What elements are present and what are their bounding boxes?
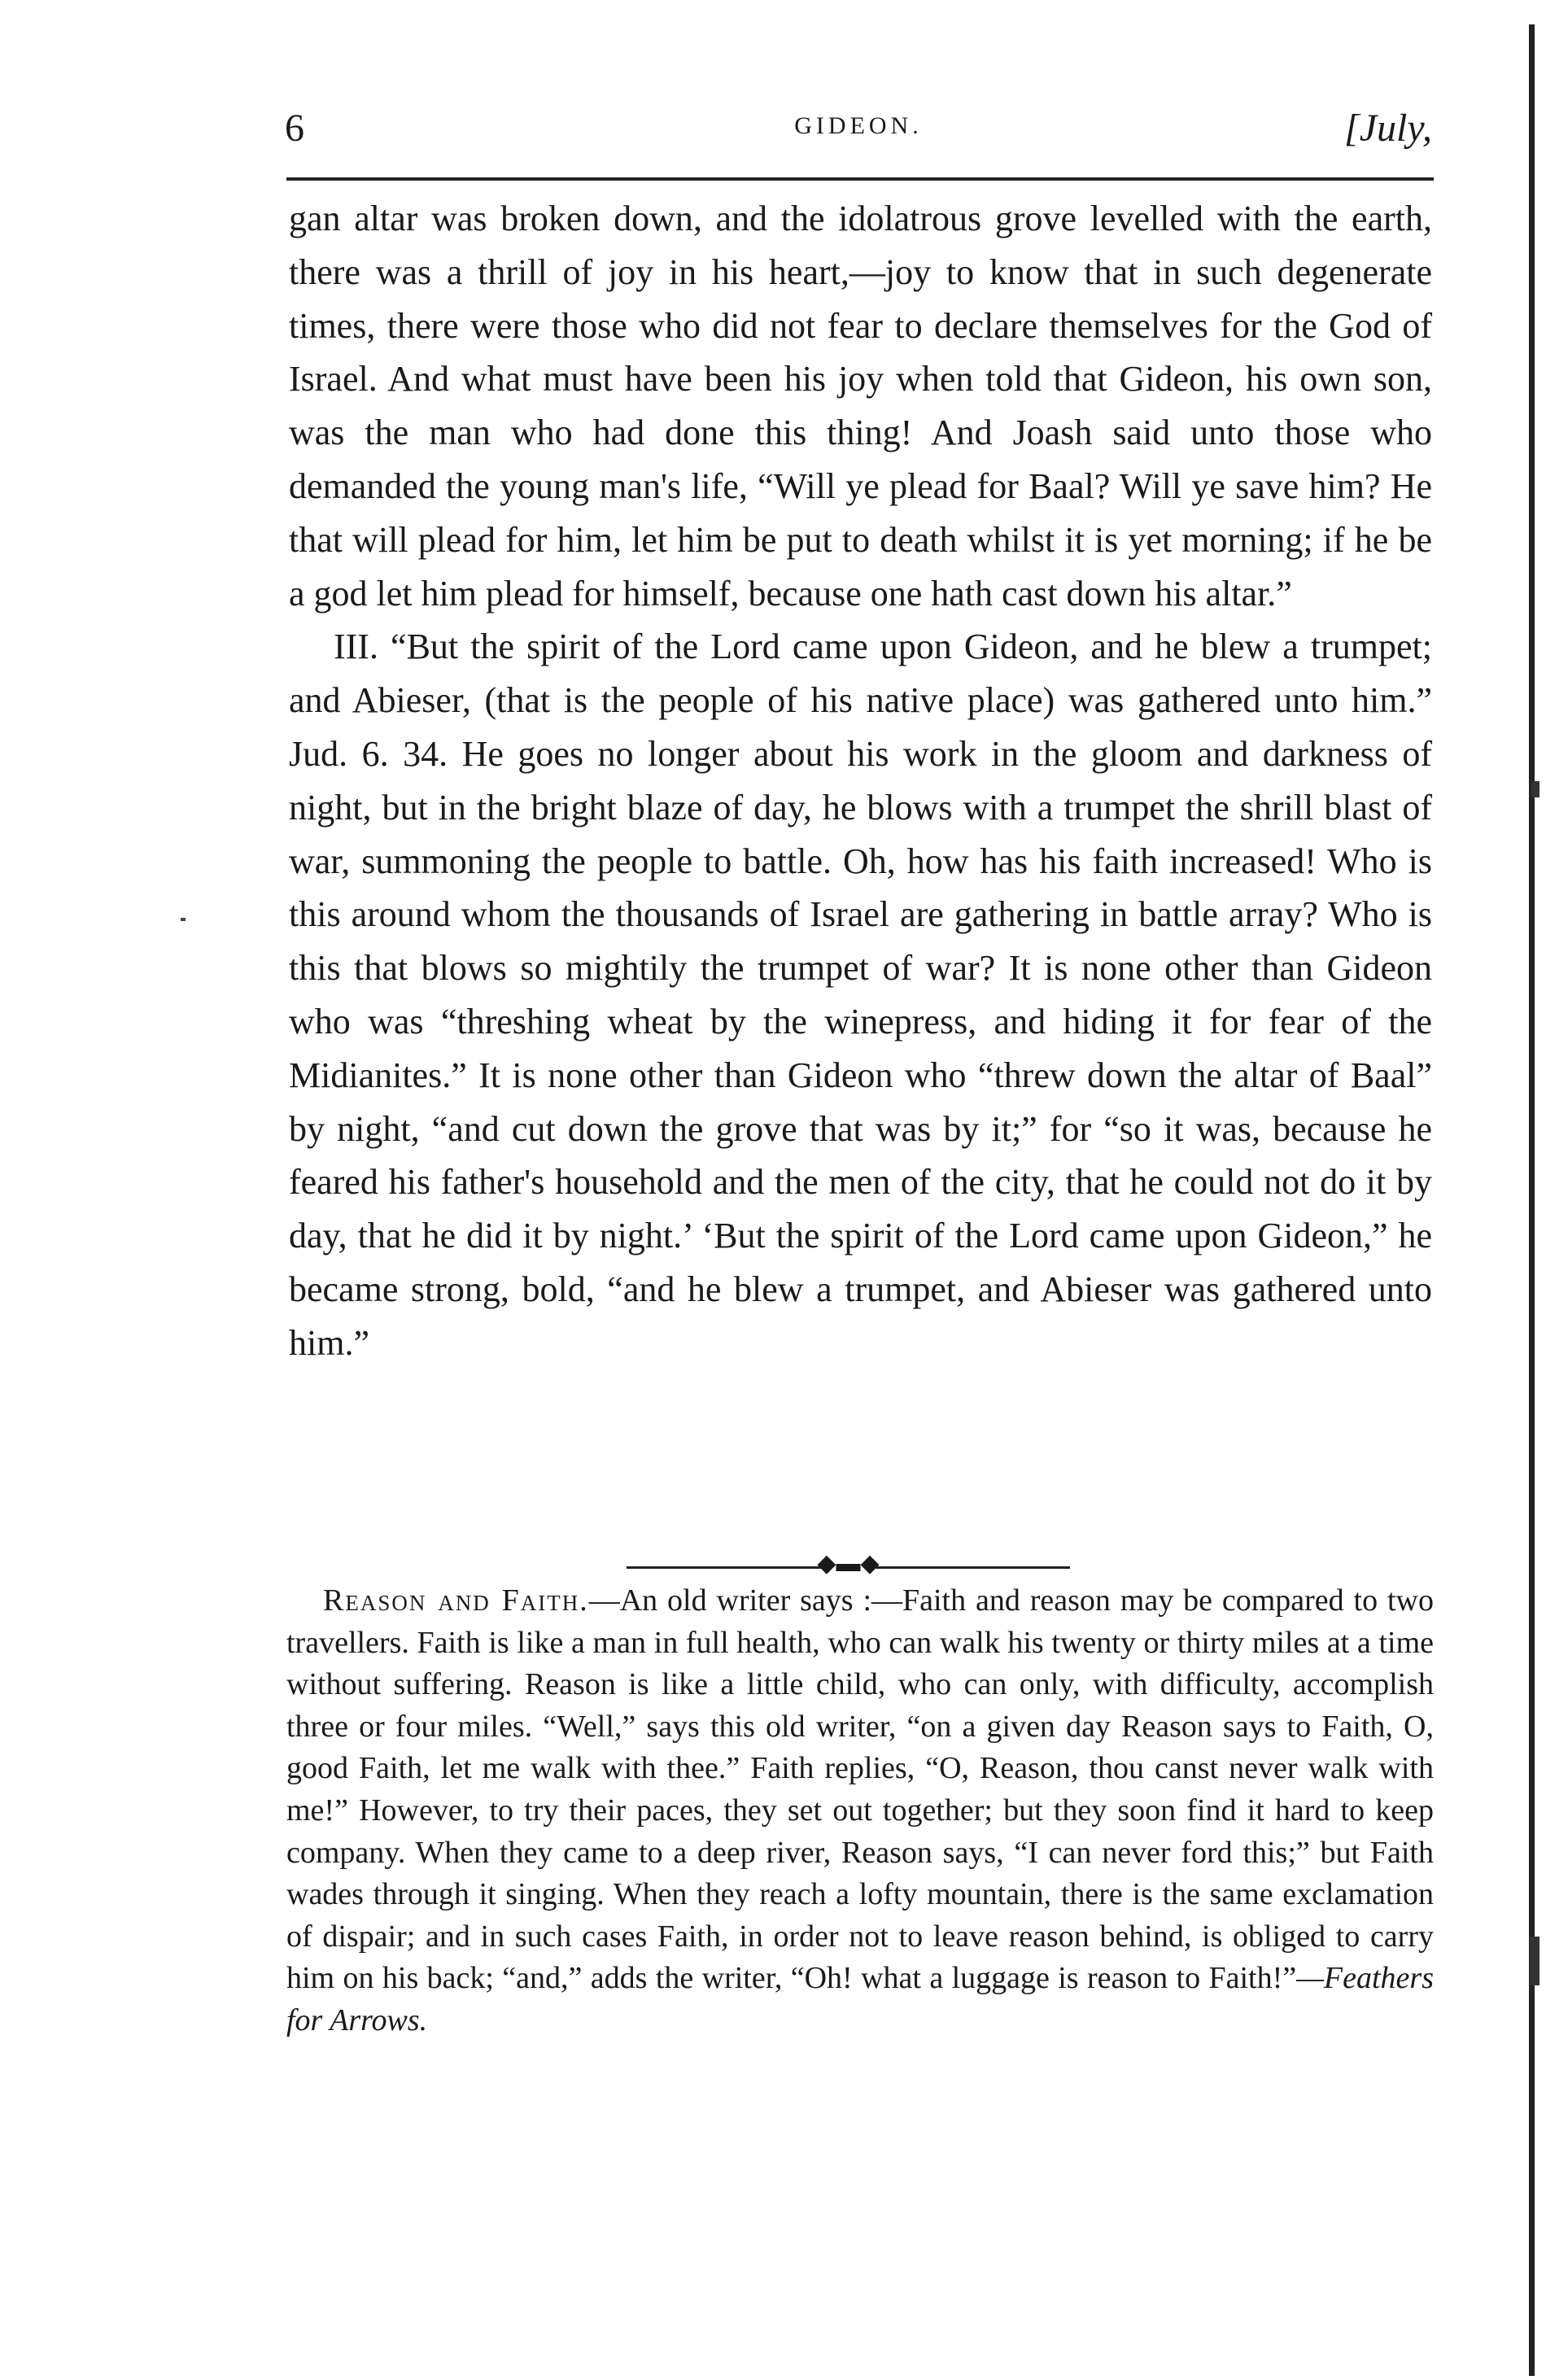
- header-rule: [286, 177, 1434, 181]
- page-number: 6: [285, 107, 304, 150]
- margin-speck: [181, 918, 186, 921]
- separator-ornament-icon: ◆▬◆: [817, 1550, 880, 1577]
- paragraph-continuation: gan altar was broken down, and the idolatrous grove levelled with the earth, there was a thrill of joy in his heart,—joy to know that in such degenerate times, there were those who did not fear to declare themselves for the God of Israel. And what must have been his joy when told that Gideon, his own son, was the man who had done this thing! And Joash said unto those who demanded the young man's life, “Will ye plead for Baal? Will ye save him? He that will plead for him, let him be put to death whilst it is yet morning; if he be a god let him plead for himself, because one hath cast down his altar.”: [289, 199, 1432, 614]
- article-heading: Reason and Faith.: [323, 1583, 589, 1618]
- reason-and-faith-article: [286, 1580, 1434, 2042]
- page-header: [285, 106, 1432, 163]
- section-separator: [627, 1550, 1070, 1577]
- article-text: —An old writer says :—Faith and reason may be compared to two travellers. Faith is like a man in full health, who can walk his twenty or thirty miles at a time without suffering. Reason is like a little child, who can only, with difficulty, accomplish three or four miles. “Well,” says this old writer, “on a given day Reason says to Faith, O, good Faith, let me walk with thee.” Faith replies, “O, Reason, thou canst never walk with me!” However, to try their paces, they set out together; but they soon find it hard to keep company. When they came to a deep river, Reason says, “I can never ford this;” but Faith wades through it singing. When they reach a lofty mountain, there is the same exclamation of dispair; and in such cases Faith, in order not to leave reason behind, is obliged to carry him on his back; “and,” adds the writer, “Oh! what a luggage is reason to Faith!”: [286, 1583, 1434, 1996]
- running-title: GIDEON.: [794, 112, 923, 139]
- paragraph-section-three: III. “But the spirit of the Lord came upon Gideon, and he blew a trumpet; and Abieser, (that is the people of his native place) was gathered unto him.” Jud. 6. 34. He goes no longer about his work in the gloom and darkness of night, but in the bright blaze of day, he blows with a trumpet the shrill blast of war, summoning the people to battle. Oh, how has his faith increased! Who is this around whom the thousands of Israel are gathering in battle array? Who is this that blows so mightily the trumpet of war? It is none other than Gideon who was “threshing wheat by the winepress, and hiding it for fear of the Midianites.” It is none other than Gideon who “threw down the altar of Baal” by night, “and cut down the grove that was by it;” for “so it was, because he feared his father's household and the men of the city, that he could not do it by day, that he did it by night.’ ‘But the spirit of the Lord came upon Gideon,” he became strong, bold, “and he blew a trumpet, and Abieser was gathered unto him.”: [289, 627, 1432, 1363]
- edge-mark: [1531, 781, 1539, 797]
- gideon-article-body: [289, 192, 1432, 1370]
- edge-mark: [1530, 1937, 1539, 1985]
- article-source: —Feathers for Arrows.: [286, 1961, 1434, 2037]
- separator-right-rule: [875, 1566, 1070, 1569]
- running-month: [July,: [1344, 107, 1432, 150]
- page-edge-shadow: [1529, 24, 1535, 2376]
- reason-faith-paragraph: [286, 1580, 1434, 2042]
